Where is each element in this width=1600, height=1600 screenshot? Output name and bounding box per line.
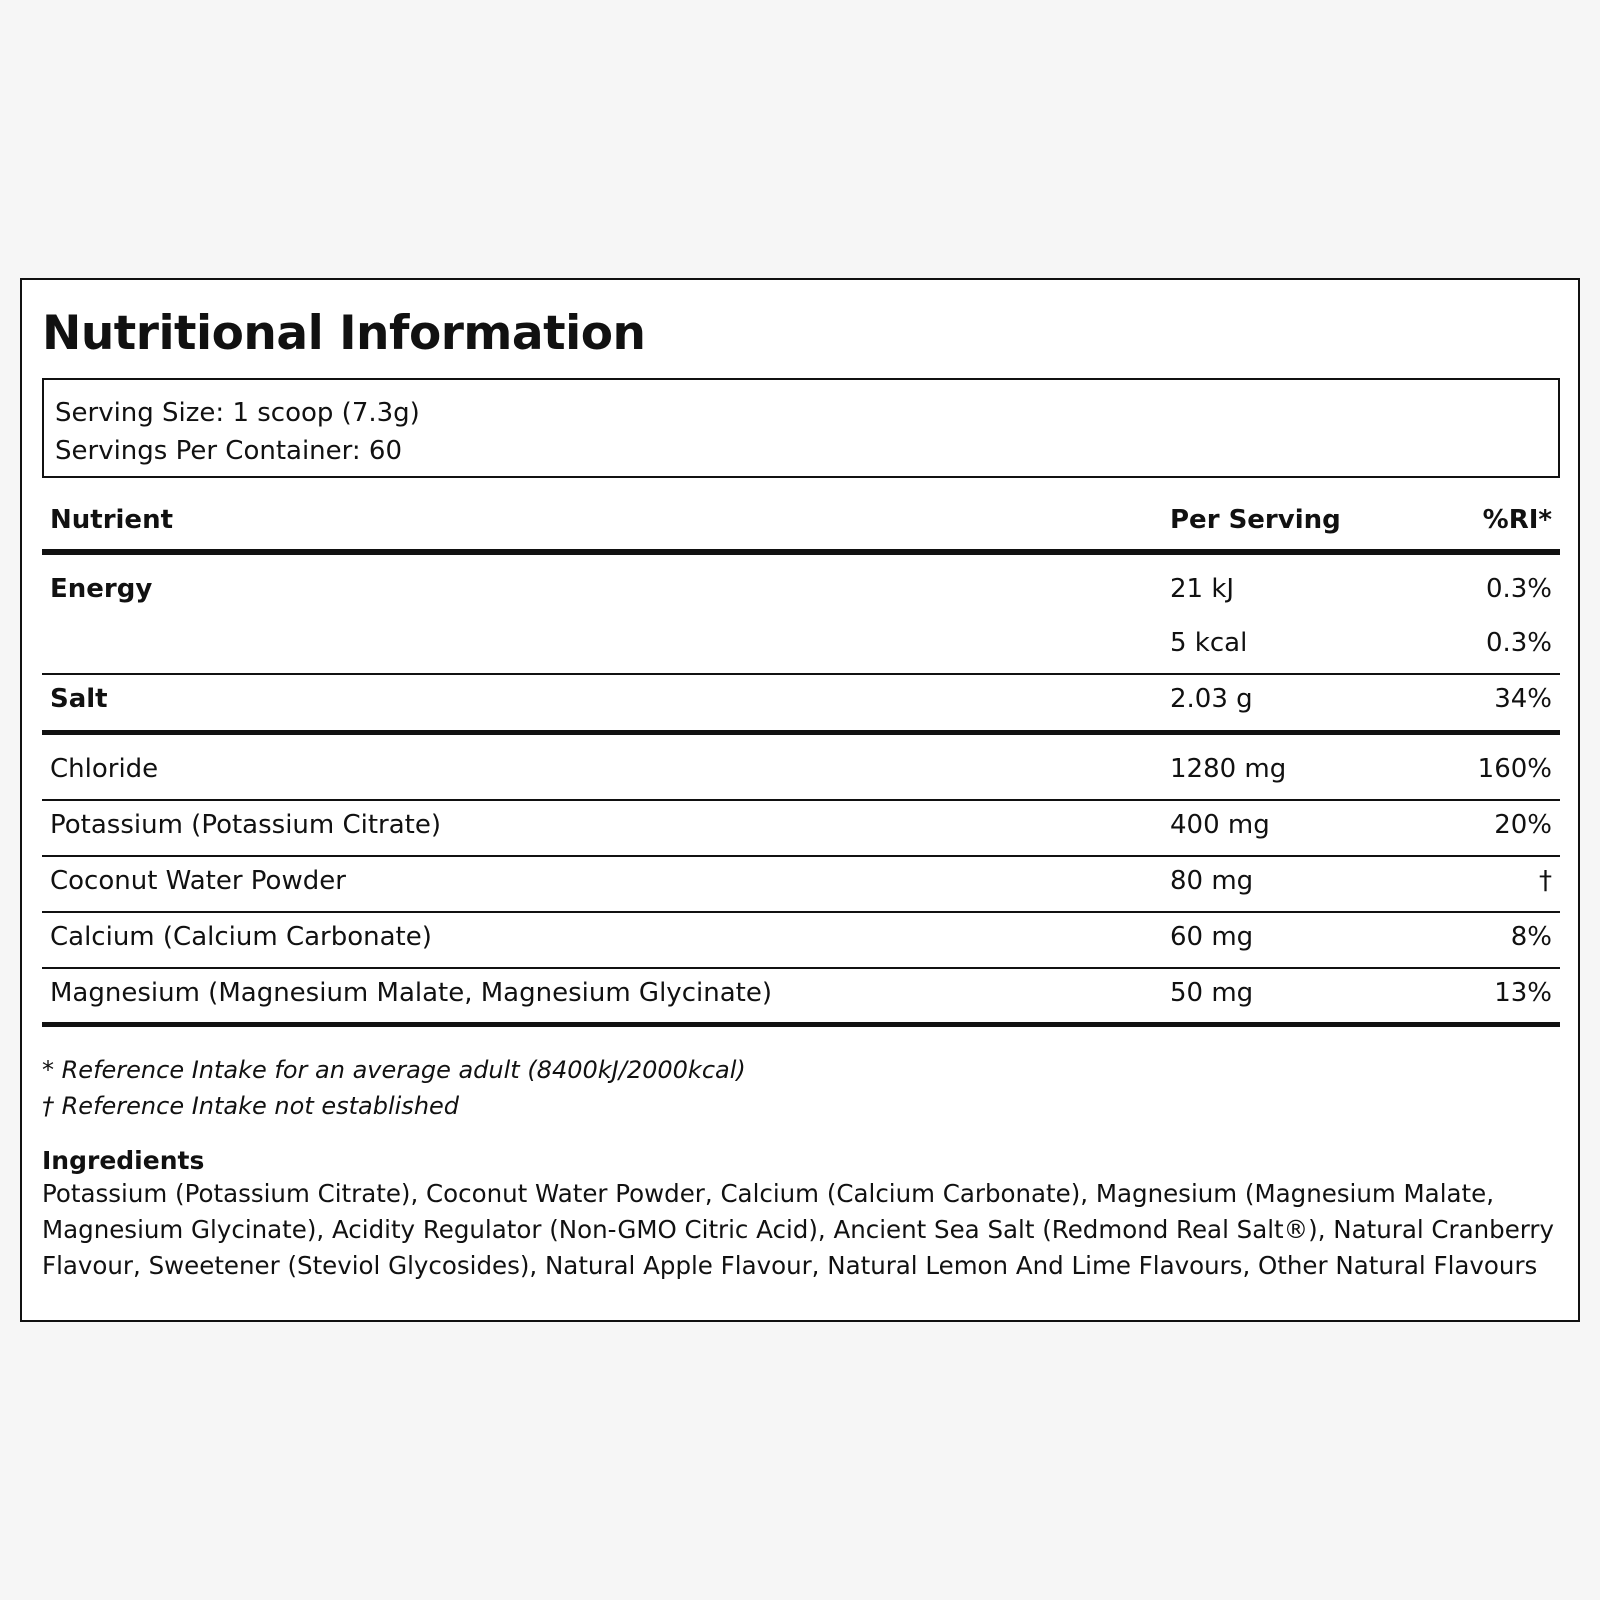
nutrient-ri: 8% [1510, 922, 1552, 952]
nutrient-name: Magnesium (Magnesium Malate, Magnesium Glycinate) [50, 978, 772, 1008]
nutrient-amount: 80 mg [1170, 866, 1254, 896]
table-row [42, 922, 1560, 952]
nutrient-ri: 160% [1477, 754, 1552, 784]
row-divider [42, 855, 1560, 857]
serving-size: Serving Size: 1 scoop (7.3g) [55, 398, 420, 428]
salt-thick-divider [42, 730, 1560, 735]
header-ri: %RI* [1482, 505, 1552, 535]
nutrient-name: Chloride [50, 754, 159, 784]
row-divider [42, 911, 1560, 913]
nutrient-name: Coconut Water Powder [50, 866, 346, 896]
header-nutrient: Nutrient [50, 505, 174, 535]
salt-label: Salt [50, 684, 108, 714]
nutrient-amount: 50 mg [1170, 978, 1254, 1008]
energy-kcal-amount: 5 kcal [1170, 628, 1248, 658]
nutrition-panel [20, 278, 1580, 1322]
nutrient-amount: 400 mg [1170, 810, 1270, 840]
nutrient-name: Potassium (Potassium Citrate) [50, 810, 442, 840]
page-title: Nutritional Information [42, 306, 646, 361]
row-divider [42, 799, 1560, 801]
energy-label: Energy [50, 574, 153, 604]
nutrient-ri: 13% [1494, 978, 1552, 1008]
energy-kj-amount: 21 kJ [1170, 574, 1235, 604]
nutrient-amount: 1280 mg [1170, 754, 1287, 784]
row-divider [42, 967, 1560, 969]
header-thick-divider [42, 549, 1560, 555]
energy-kcal-ri: 0.3% [1485, 628, 1552, 658]
table-row [42, 754, 1560, 784]
ri-footnote: * Reference Intake for an average adult (8400kJ/2000kcal) [42, 1056, 746, 1084]
table-row [42, 866, 1560, 896]
nutrient-amount: 60 mg [1170, 922, 1254, 952]
salt-amount: 2.03 g [1170, 684, 1253, 714]
dagger-footnote: † Reference Intake not established [42, 1092, 460, 1120]
table-row-energy-kcal [42, 628, 1560, 658]
ingredients-text: Potassium (Potassium Citrate), Coconut Water Powder, Calcium (Calcium Carbonate), Magnesium (Magnesium Malate, Magnesium Glycinate), Acidity Regulator (Non-GMO Citric Acid), Ancient Sea Salt (Redmond Real Salt®), Natural Cranberry Flavour, Sweetener (Steviol Glycosides), Natural Apple Flavour, Natural Lemon And Lime Flavours, Other Natural Flavours [42, 1179, 1554, 1280]
table-row [42, 978, 1560, 1008]
table-row-energy-kj [42, 574, 1560, 604]
nutrient-name: Calcium (Calcium Carbonate) [50, 922, 432, 952]
nutrient-ri: 20% [1494, 810, 1552, 840]
row-divider [42, 673, 1560, 675]
table-row-salt [42, 684, 1560, 714]
table-header-row [42, 505, 1560, 535]
ingredients-title: Ingredients [42, 1146, 205, 1175]
table-bottom-thick-divider [42, 1022, 1560, 1027]
nutrient-ri: † [1539, 866, 1552, 896]
servings-per-container: Servings Per Container: 60 [55, 436, 403, 466]
serving-info-box [42, 378, 1560, 478]
table-row [42, 810, 1560, 840]
salt-ri: 34% [1494, 684, 1552, 714]
header-per-serving: Per Serving [1170, 505, 1341, 535]
energy-kj-ri: 0.3% [1485, 574, 1552, 604]
